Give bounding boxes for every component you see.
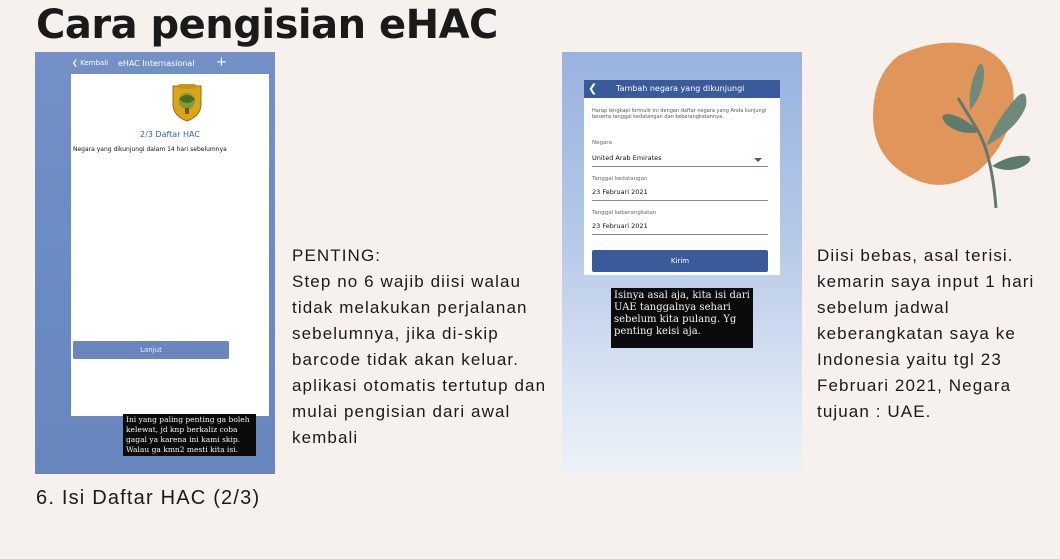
- chevron-left-icon: ❮: [72, 59, 78, 67]
- important-heading: PENTING:: [292, 246, 382, 265]
- arrival-date-field[interactable]: 23 Februari 2021: [592, 188, 648, 196]
- important-body: Step no 6 wajib diisi walau tidak melakukan perjalanan sebelumnya, jika di-skip barcode tidak akan keluar. aplikasi otomatis tertutup dan mulai pengisian dari awal kembali: [292, 272, 547, 447]
- step-label: 2/3 Daftar HAC: [140, 130, 200, 139]
- chevron-left-icon[interactable]: ❮: [588, 82, 598, 95]
- chevron-down-icon[interactable]: [754, 158, 762, 162]
- plus-icon[interactable]: +: [216, 55, 227, 70]
- screenshot-daftar-hac: [35, 52, 275, 474]
- important-note: [292, 243, 552, 451]
- departure-label: Tanggal keberangkatan: [592, 210, 657, 216]
- annotation-note: Isinya asal aja, kita isi dari UAE tanggalnya sehari sebelum kita pulang. Yg penting keisi aja.: [611, 288, 753, 348]
- annotation-note: Ini yang paling penting ga boleh kelewat, jd knp berkaliz coba gagal ya karena ini kami skip. Walau ga kmn2 mesti kita isi.: [123, 414, 256, 456]
- back-link[interactable]: ❮ Kembali: [72, 59, 109, 67]
- right-note: Diisi bebas, asal terisi. kemarin saya input 1 hari sebelum jadwal keberangkatan saya ke Indonesia yaitu tgl 23 Februari 2021, Negara tujuan : UAE.: [817, 246, 1035, 421]
- kirim-button[interactable]: Kirim: [592, 250, 768, 272]
- form-intro: Harap lengkapi formulir ini dengan daftar negara yang Anda kunjungi beserta tanggal kedatangan dan keberangkatannya.: [592, 108, 767, 120]
- question-text: Negara yang dikunjungi dalam 14 hari sebelumnya: [73, 146, 227, 153]
- garuda-emblem-icon: [169, 82, 205, 122]
- departure-date-field[interactable]: 23 Februari 2021: [592, 222, 648, 230]
- lanjut-button[interactable]: Lanjut: [73, 341, 229, 359]
- hac-card: [71, 74, 269, 416]
- divider: [592, 166, 768, 167]
- divider: [592, 234, 768, 235]
- country-form: [584, 80, 780, 275]
- step-caption: 6. Isi Daftar HAC (2/3): [36, 487, 261, 509]
- slide-title: Cara pengisian eHAC: [36, 2, 498, 48]
- country-select[interactable]: United Arab Emirates: [592, 154, 662, 162]
- arrival-label: Tanggal kedatangan: [592, 176, 648, 182]
- divider: [592, 200, 768, 201]
- form-header: [584, 80, 780, 98]
- nav-title: eHAC Internasional: [118, 59, 195, 68]
- screenshot-tambah-negara: [562, 52, 802, 474]
- nav-bar: [35, 52, 275, 74]
- country-label: Negara: [592, 140, 612, 146]
- leaf-decoration-icon: [868, 36, 1036, 211]
- form-title: Tambah negara yang dikunjungi: [616, 84, 745, 93]
